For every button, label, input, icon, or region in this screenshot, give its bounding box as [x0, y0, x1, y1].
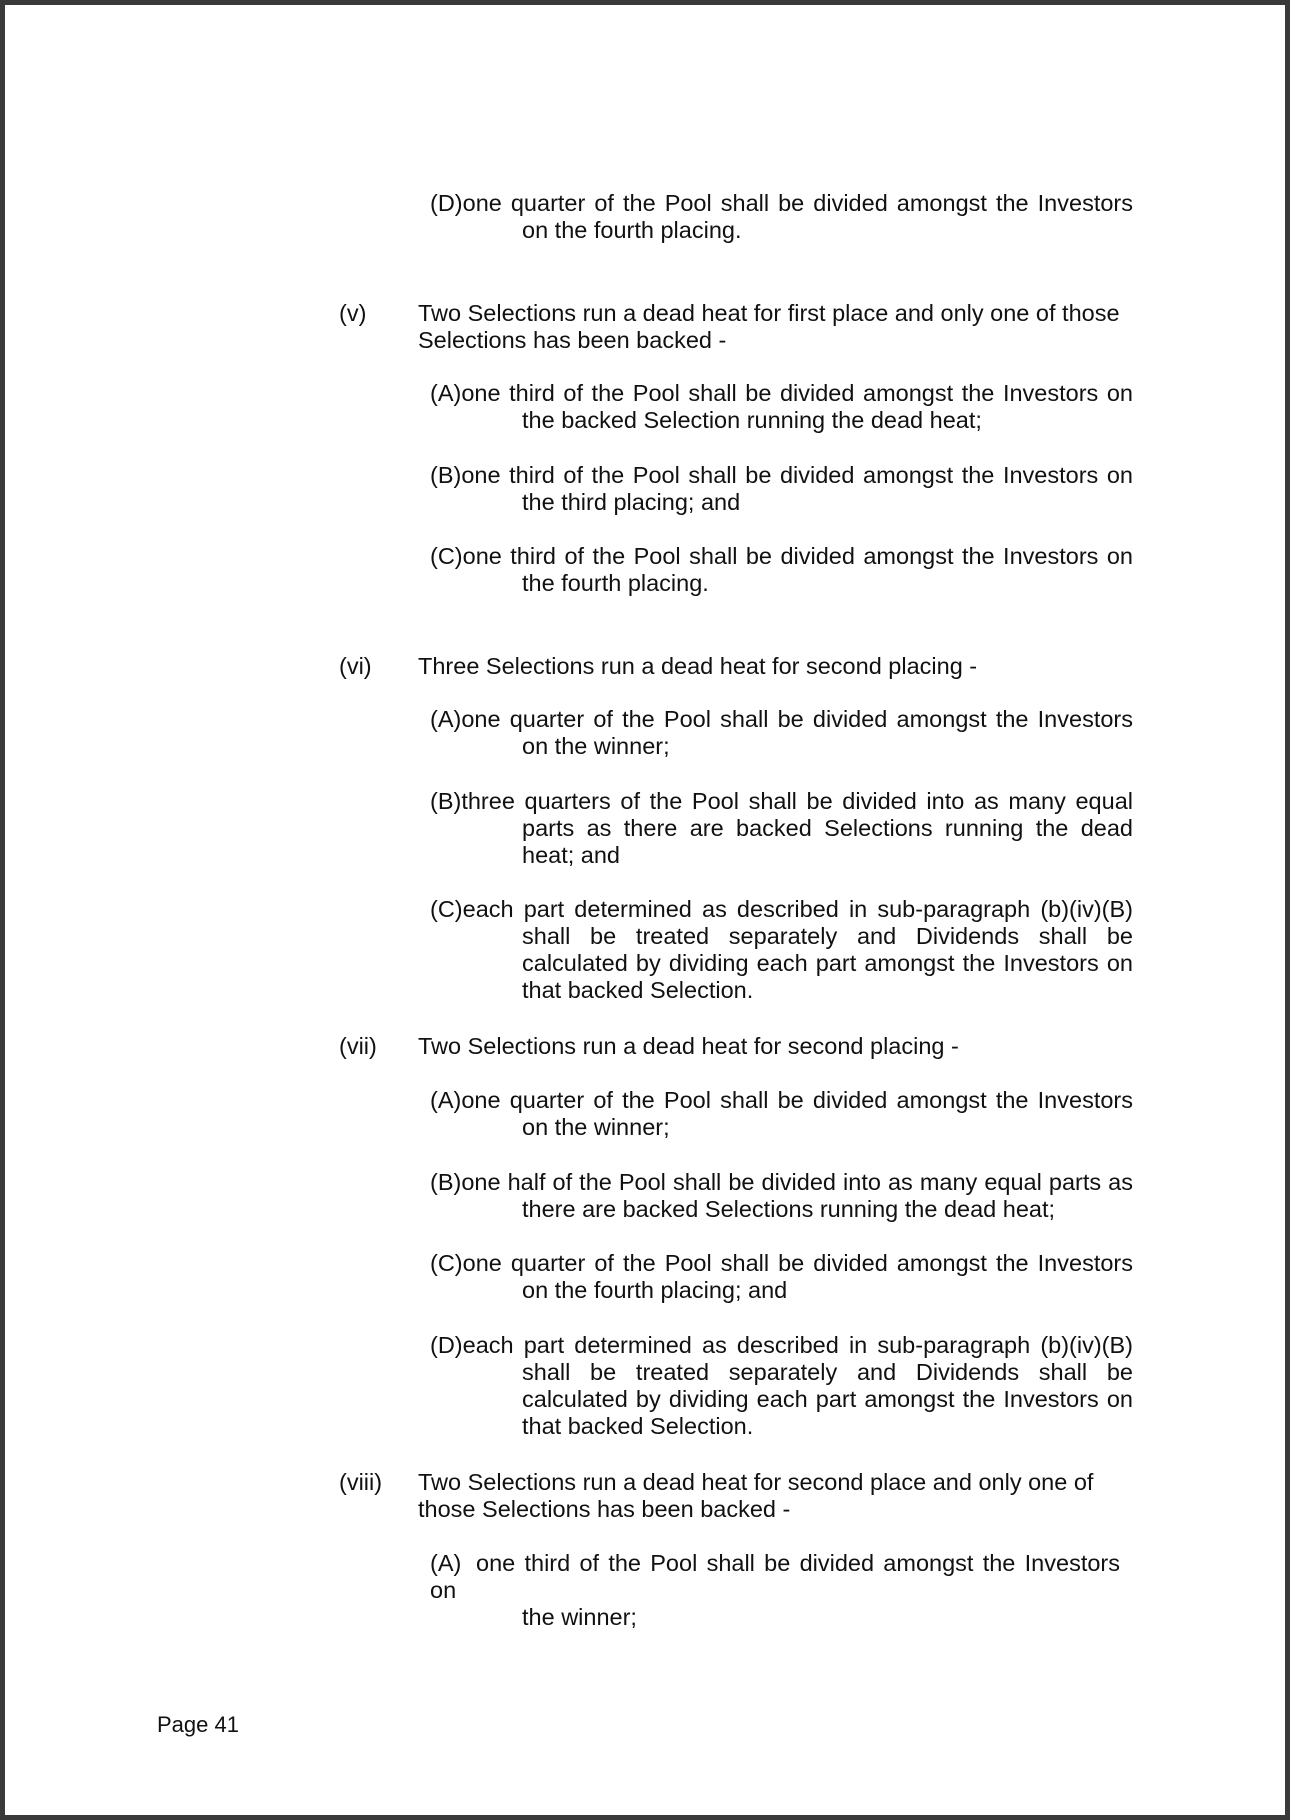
- subclause-text: one quarter of the Pool shall be divided amongst the Investors: [461, 706, 1133, 732]
- subclause-text: one third of the Pool shall be divided amongst the Investors on: [430, 1550, 1120, 1603]
- subclause-label: (C): [430, 1250, 463, 1276]
- subclause-label: (D): [430, 190, 463, 216]
- clause-label: (v): [339, 300, 367, 326]
- subclause-a: [430, 1550, 1120, 1631]
- clause-label: (viii): [339, 1469, 383, 1495]
- subclause-c: [430, 543, 1133, 597]
- subclause-continuation: shall be treated separately and Dividends shall be calculated by dividing each part amongst the Investors on that backed Selection.: [522, 1359, 1133, 1439]
- subclause-text: one third of the Pool shall be divided amongst the Investors on: [461, 462, 1133, 488]
- subclause-text: one quarter of the Pool shall be divided amongst the Investors: [461, 1087, 1133, 1113]
- clause-label: (vii): [339, 1033, 377, 1059]
- subclause-a: [430, 1087, 1133, 1141]
- subclause-text: three quarters of the Pool shall be divided into as many equal: [461, 788, 1133, 814]
- clause-text: Two Selections run a dead heat for first place and only one of those Selections has been backed -: [418, 300, 1120, 353]
- subclause-a: [430, 706, 1133, 760]
- subclause-c: [430, 1250, 1133, 1304]
- subclause-continuation: on the fourth placing; and: [522, 1277, 788, 1303]
- subclause-continuation: shall be treated separately and Dividends shall be calculated by dividing each part amongst the Investors on that backed Selection.: [522, 923, 1133, 1003]
- subclause-continuation: on the fourth placing.: [522, 217, 742, 243]
- subclause-continuation: the winner;: [522, 1604, 637, 1630]
- subclause-continuation: the backed Selection running the dead heat;: [522, 407, 982, 433]
- clause-text: Two Selections run a dead heat for second placing -: [418, 1033, 959, 1059]
- subclause-label: (B): [430, 788, 462, 814]
- subclause-label: (A): [430, 1087, 462, 1113]
- subclause-text: one quarter of the Pool shall be divided amongst the Investors: [462, 1250, 1133, 1276]
- subclause-d: [430, 1332, 1133, 1440]
- page-number: Page 41: [157, 1712, 239, 1737]
- subclause-c: [430, 896, 1133, 1004]
- subclause-b: [430, 1169, 1133, 1223]
- subclause-continuation: the third placing; and: [522, 489, 741, 515]
- subclause-label: (C): [430, 896, 463, 922]
- subclause-text: one half of the Pool shall be divided into as many equal parts as: [461, 1169, 1133, 1195]
- clause-label: (vi): [339, 653, 372, 679]
- subclause-label: (D): [430, 1332, 463, 1358]
- subclause-label: (C): [430, 543, 463, 569]
- clause-text: Two Selections run a dead heat for second place and only one of those Selections has been backed -: [418, 1469, 1094, 1522]
- subclause-label: (A): [430, 1550, 462, 1576]
- subclause-continuation: on the winner;: [522, 733, 670, 759]
- subclause-d: [430, 190, 1133, 244]
- subclause-text: one quarter of the Pool shall be divided amongst the Investors: [462, 190, 1133, 216]
- subclause-text: one third of the Pool shall be divided amongst the Investors on: [462, 543, 1133, 569]
- subclause-label: (A): [430, 706, 462, 732]
- subclause-continuation: parts as there are backed Selections running the dead heat; and: [522, 815, 1133, 868]
- subclause-label: (B): [430, 462, 462, 488]
- subclause-text: each part determined as described in sub-paragraph (b)(iv)(B): [462, 896, 1133, 922]
- subclause-label: (B): [430, 1169, 462, 1195]
- subclause-continuation: the fourth placing.: [522, 570, 709, 596]
- subclause-label: (A): [430, 380, 462, 406]
- subclause-text: each part determined as described in sub-paragraph (b)(iv)(B): [462, 1332, 1133, 1358]
- subclause-text: one third of the Pool shall be divided amongst the Investors on: [461, 380, 1133, 406]
- subclause-b: [430, 788, 1133, 869]
- clause-text: Three Selections run a dead heat for second placing -: [418, 653, 978, 679]
- subclause-continuation: there are backed Selections running the dead heat;: [522, 1196, 1056, 1222]
- subclause-continuation: on the winner;: [522, 1114, 670, 1140]
- subclause-a: [430, 380, 1133, 434]
- subclause-b: [430, 462, 1133, 516]
